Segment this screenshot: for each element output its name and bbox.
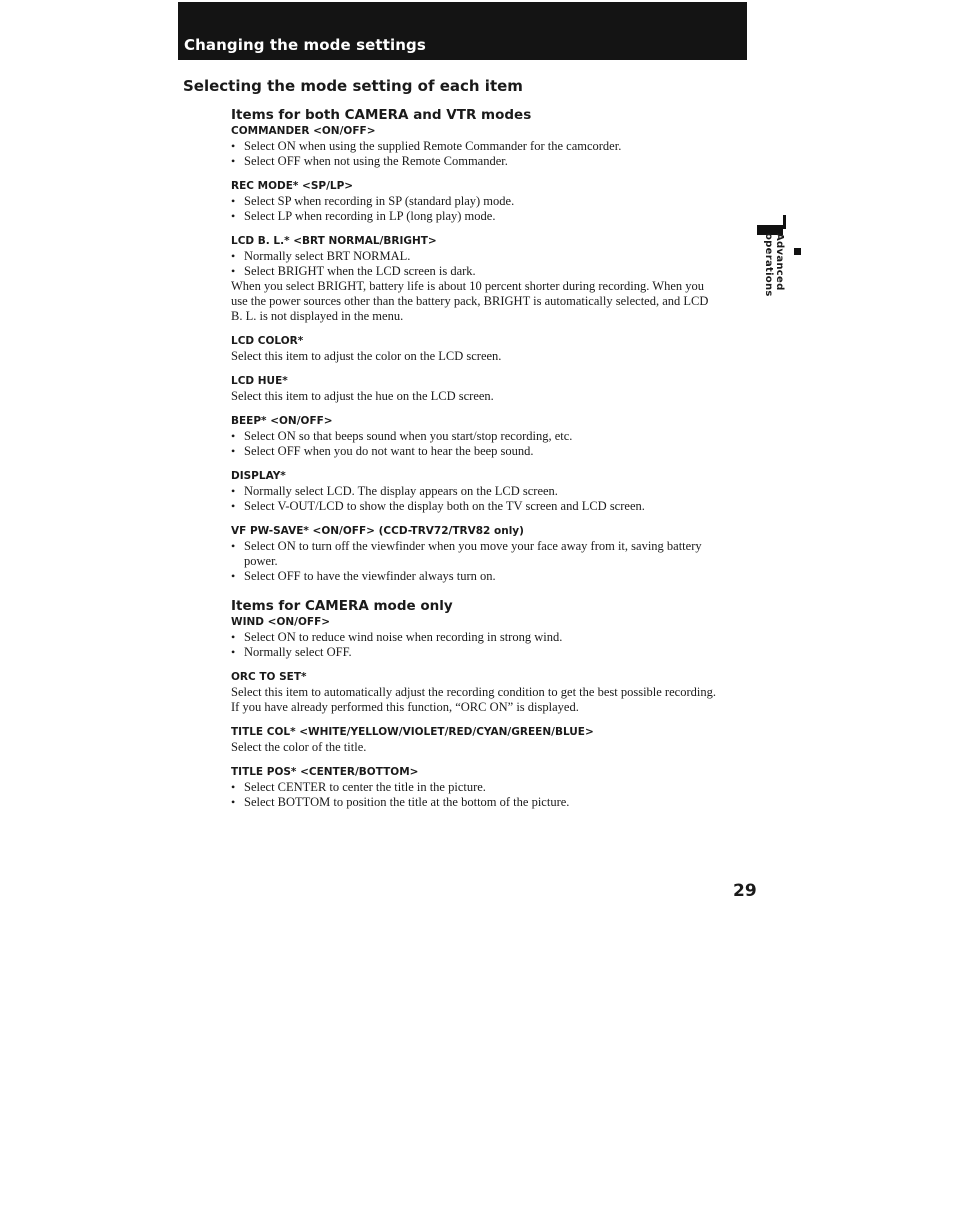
item-name: LCD COLOR* [231,335,304,347]
bullet: • Select ON so that beeps sound when you start/stop recording, etc. [231,429,721,444]
bullet: • Normally select BRT NORMAL. [231,249,721,264]
item-name: LCD HUE* [231,375,288,387]
setting-item-orc-to-set [231,670,721,715]
item-name: REC MODE* <SP/LP> [231,180,354,192]
item-description: Select this item to adjust the color on the LCD screen. [231,349,502,363]
item-description: Select this item to adjust the hue on the LCD screen. [231,389,494,403]
subsection-title: Items for CAMERA mode only [231,598,453,614]
item-description: When you select BRIGHT, battery life is about 10 percent shorter during recording. When you use the power sources other than the battery pack, BRIGHT is automatically selected, and LCD B. L. is not displayed in the menu. [231,279,709,323]
setting-item-wind [231,615,721,660]
bullet: • Select ON to reduce wind noise when recording in strong wind. [231,630,721,645]
item-name: LCD B. L.* <BRT NORMAL/BRIGHT> [231,235,437,247]
page-number: 29 [733,881,757,901]
item-name: DISPLAY* [231,470,286,482]
item-name: TITLE POS* <CENTER/BOTTOM> [231,766,419,778]
bullet: • Select CENTER to center the title in the picture. [231,780,721,795]
chapter-side-tab [757,215,805,345]
item-description: Select this item to automatically adjust the recording condition to get the best possible recording. [231,685,716,699]
bullet: • Select LP when recording in LP (long play) mode. [231,209,721,224]
subsection-title: Items for both CAMERA and VTR modes [231,107,532,123]
bullet: • Select OFF to have the viewfinder always turn on. [231,569,721,584]
item-description: Select the color of the title. [231,740,367,754]
header-title: Changing the mode settings [184,36,426,54]
item-name: VF PW-SAVE* <ON/OFF> (CCD-TRV72/TRV82 only) [231,525,524,537]
chapter-marker-tip [783,215,786,229]
setting-item-vf-pw-save [231,524,721,584]
setting-item-title-pos [231,765,721,810]
setting-item-display [231,469,721,514]
bullet: • Normally select LCD. The display appears on the LCD screen. [231,484,721,499]
setting-item-beep [231,414,721,459]
bullet: • Select V-OUT/LCD to show the display both on the TV screen and LCD screen. [231,499,721,514]
bullet: • Select ON to turn off the viewfinder when you move your face away from it, saving battery power. [231,539,721,569]
item-description: If you have already performed this function, “ORC ON” is displayed. [231,700,579,714]
chapter-label: Advanced operations [763,233,785,297]
bullet: • Select SP when recording in SP (standard play) mode. [231,194,721,209]
setting-item-title-col [231,725,721,755]
item-name: TITLE COL* <WHITE/YELLOW/VIOLET/RED/CYAN/GREEN/BLUE> [231,726,594,738]
bullet: • Select OFF when not using the Remote Commander. [231,154,721,169]
setting-item-commander [231,124,721,169]
item-name: COMMANDER <ON/OFF> [231,125,376,137]
header-bar [178,2,747,60]
setting-item-lcd-bl [231,234,721,324]
setting-item-lcd-hue [231,374,721,404]
item-name: ORC TO SET* [231,671,307,683]
bullet: • Select BOTTOM to position the title at the bottom of the picture. [231,795,721,810]
item-name: BEEP* <ON/OFF> [231,415,333,427]
setting-item-lcd-color [231,334,721,364]
bullet: • Normally select OFF. [231,645,721,660]
content [231,107,721,820]
item-name: WIND <ON/OFF> [231,616,331,628]
bullet: • Select ON when using the supplied Remote Commander for the camcorder. [231,139,721,154]
bullet: • Select OFF when you do not want to hear the beep sound. [231,444,721,459]
chapter-marker-square [794,248,801,255]
setting-item-rec-mode [231,179,721,224]
section-title: Selecting the mode setting of each item [183,77,523,95]
bullet: • Select BRIGHT when the LCD screen is dark. [231,264,721,279]
